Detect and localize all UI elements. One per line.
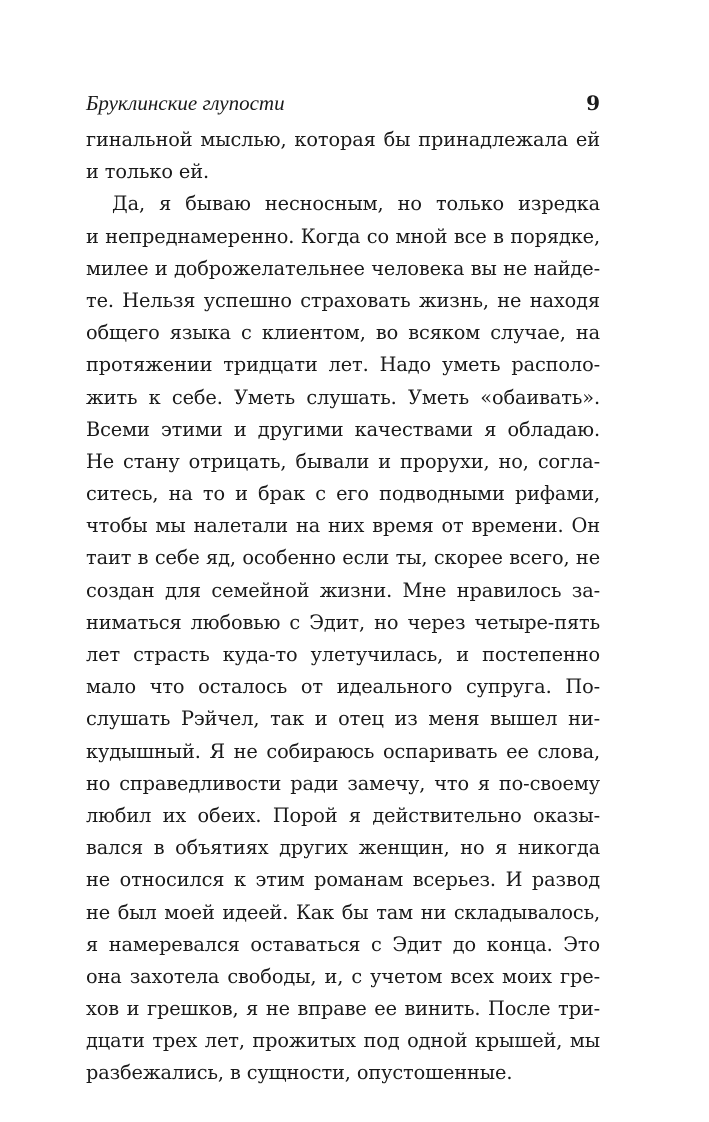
- body-text: [86, 124, 600, 1090]
- text-line: я намеревался оставаться с Эдит до конца. Это: [86, 932, 600, 956]
- text-line: милее и доброжелательнее человека вы не найде-: [86, 256, 600, 280]
- text-line: Не стану отрицать, бывали и прорухи, но, согла-: [86, 449, 600, 473]
- text-line: ситесь, на то и брак с его подводными рифами,: [86, 482, 600, 506]
- text-line: хов и грешков, я не вправе ее винить. После три-: [86, 997, 600, 1021]
- text-line: кудышный. Я не собираюсь оспаривать ее слова,: [86, 739, 600, 763]
- running-title: Бруклинские глупости: [86, 91, 285, 115]
- text-line: гинальной мыслью, которая бы принадлежала ей: [86, 128, 600, 151]
- running-head: [86, 88, 600, 118]
- text-line: вался в объятиях других женщин, но я никогда: [86, 836, 600, 860]
- text-line: создан для семейной жизни. Мне нравилось за-: [86, 578, 600, 602]
- page-number: 9: [586, 91, 600, 115]
- text-line: слушать Рэйчел, так и отец из меня вышел ни-: [86, 707, 600, 731]
- text-line: общего языка с клиентом, во всяком случае, на: [86, 321, 600, 345]
- text-line: она захотела свободы, и, с учетом всех моих гре-: [86, 964, 600, 988]
- text-line: но справедливости ради замечу, что я по-своему: [86, 771, 600, 795]
- text-line: лет страсть куда-то улетучилась, и постепенно: [86, 643, 600, 666]
- text-line: таит в себе яд, особенно если ты, скорее всего, не: [86, 546, 600, 570]
- text-line: Всеми этими и другими качествами я обладаю.: [86, 417, 600, 441]
- text-line: жить к себе. Уметь слушать. Уметь «обаивать».: [86, 385, 600, 409]
- text-line: ниматься любовью с Эдит, но через четыре-пять: [86, 610, 600, 634]
- text-line: не относился к этим романам всерьез. И развод: [86, 868, 600, 892]
- text-line: дцати трех лет, прожитых под одной крышей, мы: [86, 1029, 600, 1053]
- text-line: мало что осталось от идеального супруга. По-: [86, 675, 600, 699]
- text-line: Да, я бываю несносным, но только изредка: [112, 192, 600, 216]
- text-line: не был моей идеей. Как бы там ни складывалось,: [86, 900, 600, 924]
- text-line: протяжении тридцати лет. Надо уметь располо-: [86, 353, 600, 377]
- text-line: чтобы мы налетали на них время от времени. Он: [86, 514, 600, 538]
- text-line: разбежались, в сущности, опустошенные.: [86, 1061, 513, 1085]
- text-line: и только ей.: [86, 160, 209, 184]
- text-line: любил их обеих. Порой я действительно оказы-: [86, 803, 600, 827]
- text-line: те. Нельзя успешно страховать жизнь, не находя: [86, 288, 600, 312]
- text-line: и непреднамеренно. Когда со мной все в порядке,: [86, 224, 600, 248]
